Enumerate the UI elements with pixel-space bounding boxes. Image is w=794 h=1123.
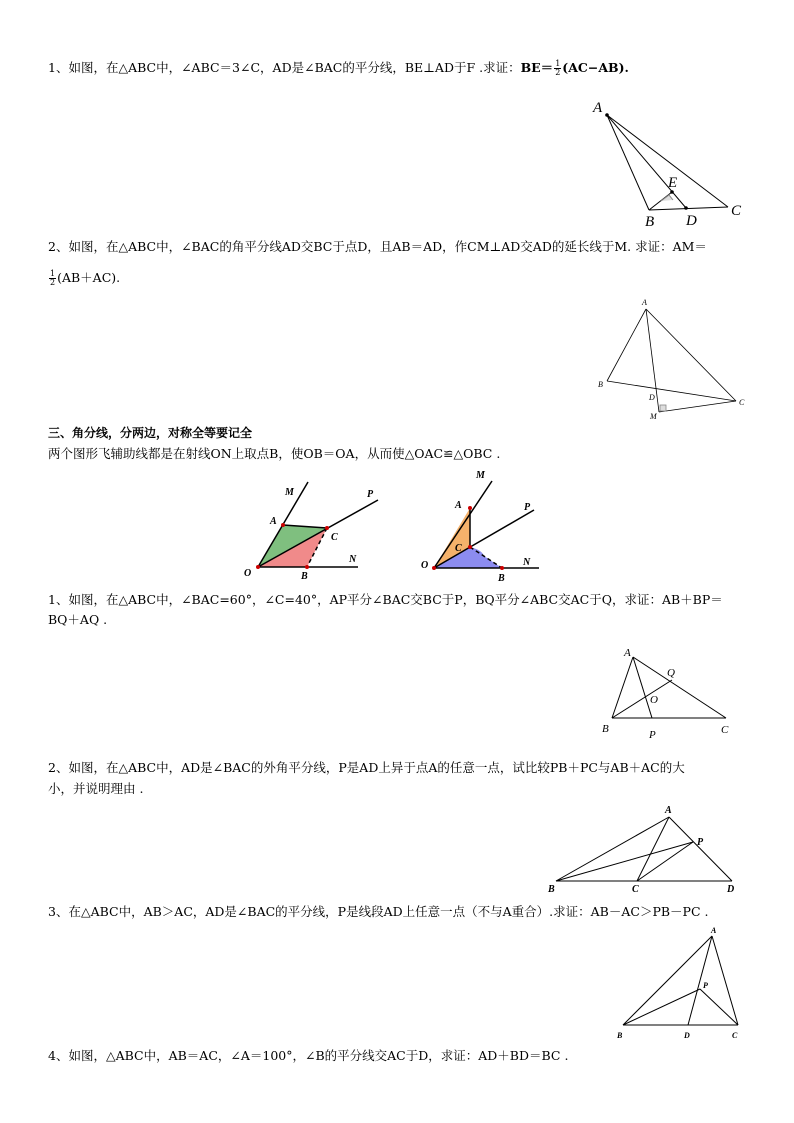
- fraction-denominator: 2: [50, 278, 56, 287]
- point-d: [684, 206, 688, 210]
- point-c: [325, 526, 329, 530]
- segment-ac: [607, 115, 728, 207]
- label-p: P: [697, 837, 704, 848]
- segment-ab: [612, 657, 633, 718]
- label-d: D: [684, 1031, 690, 1040]
- segment-ap: [633, 657, 652, 718]
- label-p: P: [703, 981, 708, 990]
- segment-ad: [688, 936, 712, 1025]
- segment-bc: [607, 381, 736, 401]
- segment-ad: [669, 817, 732, 881]
- point-b: [500, 566, 504, 570]
- label-n: N: [349, 554, 357, 565]
- segment-ab: [607, 309, 646, 381]
- fraction-denominator: 2: [555, 68, 561, 77]
- segment-ac: [633, 657, 726, 718]
- problem-1-fraction: [554, 60, 561, 77]
- point-b: [305, 565, 309, 569]
- figure-question-1: [590, 640, 740, 745]
- problem-2-line-1: 2、如图，在△ABC中，∠BAC的角平分线AD交BC于点D，且AB＝AD，作CM⊥AD交AD的延长线于M. 求证：AM＝: [48, 239, 707, 254]
- question-1-line-2: BQ＋AQ .: [48, 612, 108, 627]
- segment-ac: [646, 309, 736, 401]
- problem-1-text: [48, 58, 629, 78]
- label-c: C: [455, 543, 462, 554]
- point-a: [281, 523, 285, 527]
- label-a: A: [665, 805, 672, 816]
- problem-2-formula-rhs: (AB＋AC).: [57, 270, 121, 285]
- segment-ab: [607, 115, 649, 210]
- question-3-line-1: 3、在△ABC中，AB＞AC，AD是∠BAC的平分线，P是线段AD上任意一点（不与A重合）.求证：AB－AC＞PB－PC .: [48, 904, 709, 919]
- label-n: N: [523, 557, 531, 568]
- label-a: A: [624, 647, 631, 659]
- label-a: A: [593, 100, 603, 116]
- ray-op: [258, 500, 378, 567]
- question-2-line-2: 小，并说明理由 .: [48, 781, 144, 796]
- label-m: M: [285, 487, 294, 498]
- segment-ac: [712, 936, 738, 1025]
- label-q: Q: [667, 667, 675, 679]
- label-e: E: [668, 175, 678, 191]
- label-d: D: [727, 884, 735, 895]
- section-3-title: 三、角分线，分两边，对称全等要记全: [48, 426, 253, 440]
- problem-1-statement: 1、如图，在△ABC中，∠ABC＝3∠C，AD是∠BAC的平分线，BE⊥AD于F .求证：: [48, 60, 521, 75]
- point-a: [468, 506, 472, 510]
- label-b: B: [498, 573, 505, 584]
- figure-angle-bisector-right: [418, 468, 548, 586]
- figure-problem-1: [585, 95, 760, 230]
- question-2-line-1: 2、如图，在△ABC中，AD是∠BAC的外角平分线，P是AD上异于点A的任意一点，试比较PB＋PC与AB＋AC的大: [48, 760, 685, 775]
- segment-be: [649, 192, 672, 210]
- label-b: B: [548, 884, 555, 895]
- segment-bc: [649, 207, 728, 210]
- right-angle-mark: [661, 195, 673, 201]
- question-4-line-1: 4、如图，△ABC中，AB＝AC，∠A＝100°，∠B的平分线交AC于D，求证：AD＋BD＝BC .: [48, 1048, 569, 1063]
- segment-bp: [556, 842, 693, 881]
- label-a: A: [270, 516, 277, 527]
- fraction-numerator: 1: [555, 59, 561, 68]
- label-a: A: [455, 500, 462, 511]
- label-b: B: [617, 1031, 623, 1040]
- label-c: C: [632, 884, 639, 895]
- label-d: D: [649, 393, 655, 402]
- figure-problem-2: [590, 295, 760, 425]
- segment-cm: [659, 401, 736, 412]
- point-c: [468, 545, 472, 549]
- point-o: [432, 566, 436, 570]
- label-m: M: [476, 470, 485, 481]
- label-p: P: [649, 729, 656, 741]
- label-o: O: [244, 568, 252, 579]
- label-b: B: [301, 571, 308, 582]
- label-b: B: [598, 380, 603, 389]
- segment-ab: [556, 817, 669, 881]
- point-a: [605, 113, 609, 117]
- label-c: C: [331, 532, 338, 543]
- label-m: M: [650, 412, 657, 421]
- problem-2-fraction: [49, 270, 56, 287]
- label-p: P: [524, 502, 531, 513]
- figure-angle-bisector-left: [240, 478, 390, 588]
- question-1-line-1: 1、如图，在△ABC中，∠BAC=60°，∠C=40°，AP平分∠BAC交BC于P，BQ平分∠ABC交AC于Q，求证：AB＋BP＝: [48, 592, 723, 607]
- point-o: [256, 565, 260, 569]
- problem-2-line-2: [48, 268, 120, 288]
- label-o: O: [421, 560, 429, 571]
- label-c: C: [721, 724, 729, 736]
- label-b: B: [602, 723, 609, 735]
- problem-1-formula-rhs: (AC−AB).: [562, 60, 629, 75]
- problem-1-formula-lhs: BE＝: [520, 60, 554, 75]
- label-c: C: [732, 1031, 738, 1040]
- segment-cp: [637, 842, 693, 881]
- segment-bp: [623, 989, 700, 1025]
- figure-question-2: [543, 800, 743, 900]
- right-angle-mark: [660, 405, 666, 411]
- section-3-intro: 两个图形飞辅助线都是在射线ON上取点B，使OB＝OA，从而使△OAC≌△OBC .: [48, 446, 501, 461]
- fraction-numerator: 1: [50, 269, 56, 278]
- label-c: C: [731, 203, 742, 219]
- label-p: P: [367, 489, 374, 500]
- label-a: A: [711, 926, 717, 935]
- label-b: B: [645, 214, 655, 230]
- label-d: D: [686, 213, 697, 229]
- label-c: C: [739, 398, 745, 407]
- figure-question-3: [608, 922, 758, 1047]
- label-a: A: [642, 298, 647, 307]
- segment-ab: [623, 936, 712, 1025]
- segment-ad: [607, 115, 686, 208]
- label-o: O: [650, 694, 658, 706]
